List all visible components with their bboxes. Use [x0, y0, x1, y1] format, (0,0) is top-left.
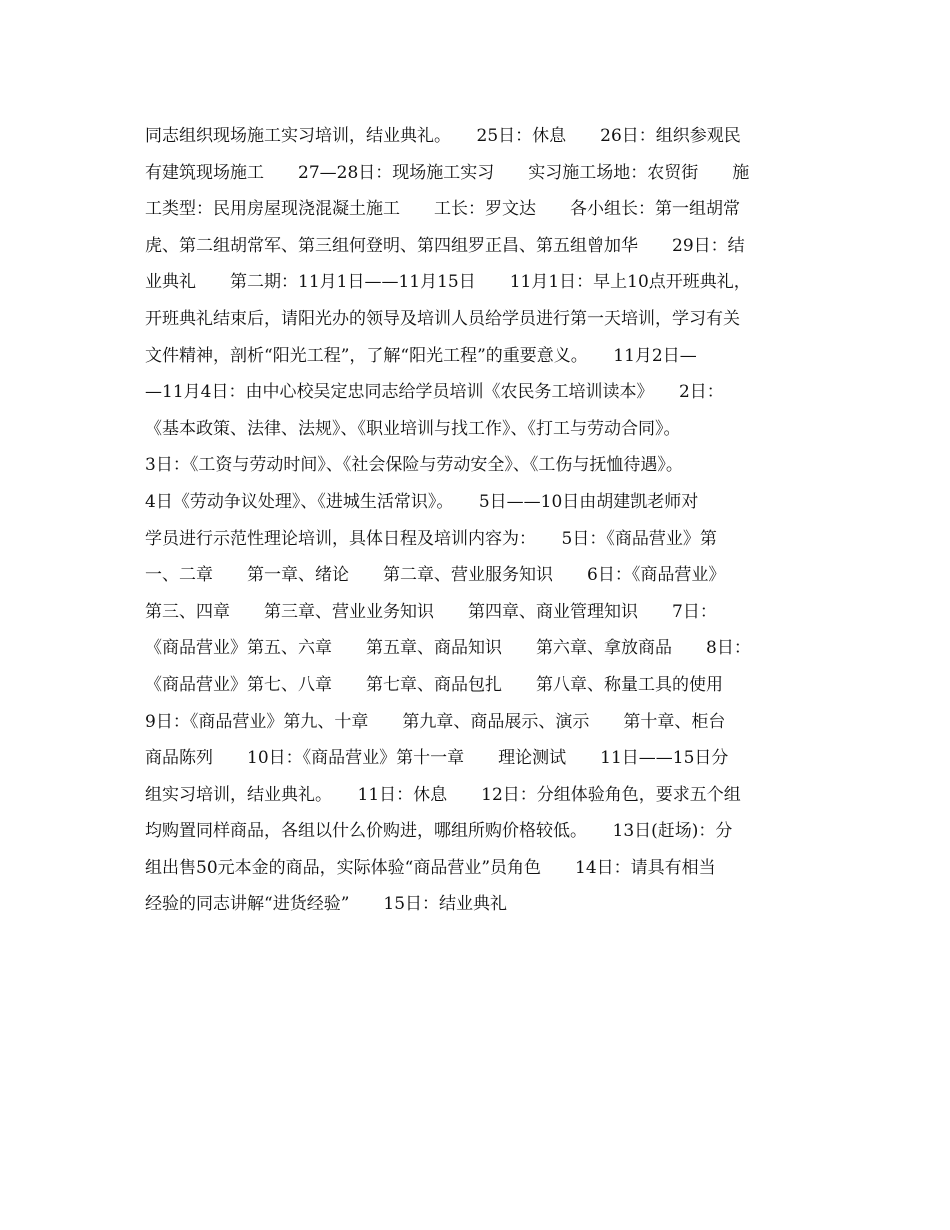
text-line: 《商品营业》第七、八章 第七章、商品包扎 第八章、称量工具的使用 [145, 674, 723, 695]
text-line: 工类型：民用房屋现浇混凝土施工 工长：罗文达 各小组长：第一组胡常 [145, 199, 740, 220]
text-line: 3日：《工资与劳动时间》、《社会保险与劳动安全》、《工伤与抚恤待遇》。 [145, 455, 683, 476]
text-line: 第三、四章 第三章、营业业务知识 第四章、商业管理知识 7日： [145, 601, 717, 622]
text-line: 有建筑现场施工 27—28日：现场施工实习 实习施工场地：农贸街 施 [145, 162, 750, 183]
text-line: 学员进行示范性理论培训，具体日程及培训内容为： 5日：《商品营业》第 [145, 528, 717, 549]
text-line: 均购置同样商品，各组以什么价购进，哪组所购价格较低。 13日(赶场)：分 [145, 821, 733, 842]
text-line: 开班典礼结束后，请阳光办的领导及培训人员给学员进行第一天培训，学习有关 [145, 308, 740, 329]
text-line: 4日《劳动争议处理》、《进城生活常识》。 5日——10日由胡建凯老师对 [145, 491, 699, 512]
text-line: 同志组织现场施工实习培训，结业典礼。 25日：休息 26日：组织参观民 [145, 126, 741, 146]
text-line: 一、二章 第一章、绪论 第二章、营业服务知识 6日：《商品营业》 [145, 565, 726, 586]
text-line: 《基本政策、法律、法规》、《职业培训与找工作》、《打工与劳动合同》。 [145, 418, 681, 439]
text-line: 组实习培训，结业典礼。 11日：休息 12日：分组体验角色，要求五个组 [145, 784, 741, 805]
text-line: 9日：《商品营业》第九、十章 第九章、商品展示、演示 第十章、柜台 [145, 711, 726, 732]
text-line: 虎、第二组胡常军、第三组何登明、第四组罗正昌、第五组曾加华 29日：结 [145, 235, 745, 256]
text-line: 业典礼 第二期：11月1日——11月15日 11月1日：早上10点开班典礼， [145, 272, 751, 293]
body-text [145, 118, 825, 923]
text-line: —11月4日：由中心校吴定忠同志给学员培训《农民务工培训读本》 2日： [145, 382, 724, 403]
text-line: 经验的同志讲解“进货经验” 15日：结业典礼 [145, 894, 508, 915]
text-line: 组出售50元本金的商品，实际体验“商品营业”员角色 14日：请具有相当 [145, 857, 716, 878]
text-line: 商品陈列 10日：《商品营业》第十一章 理论测试 11日——15日分 [145, 748, 729, 769]
text-line: 《商品营业》第五、六章 第五章、商品知识 第六章、拿放商品 8日： [145, 638, 751, 659]
text-line: 文件精神，剖析“阳光工程”，了解“阳光工程”的重要意义。 11月2日— [145, 345, 697, 366]
